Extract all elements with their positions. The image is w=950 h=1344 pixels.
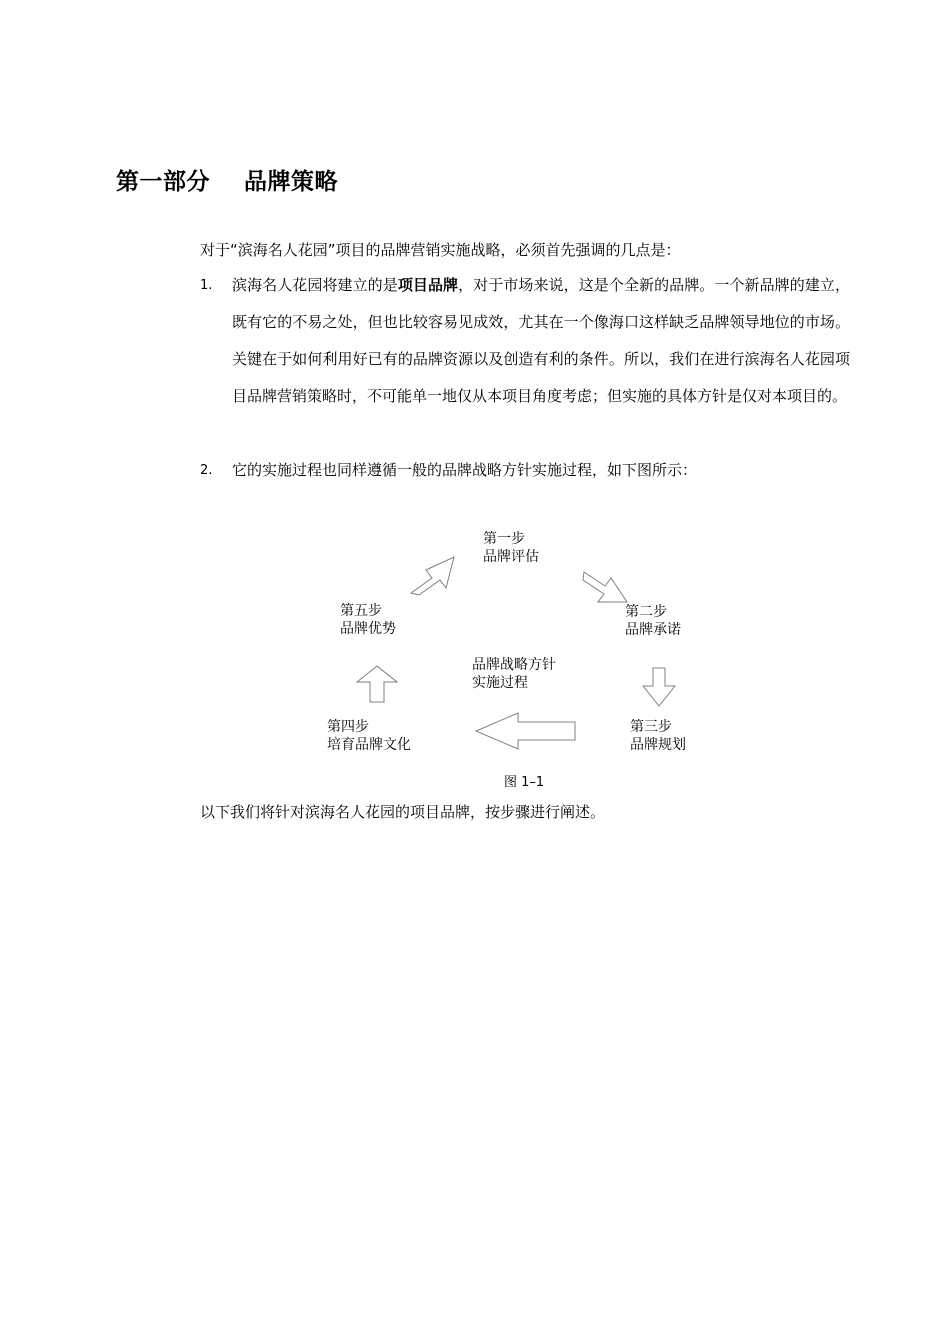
step-label: 第一步 <box>483 531 525 547</box>
step-title: 品牌规划 <box>630 737 686 753</box>
closing-paragraph: 以下我们将针对滨海名人花园的项目品牌，按步骤进行阐述。 <box>200 803 606 821</box>
arrow-up-right <box>411 557 454 595</box>
process-diagram <box>300 520 720 770</box>
step-label: 第三步 <box>630 719 672 735</box>
figure-caption: 图 1–1 <box>504 775 545 790</box>
step-5 <box>340 602 396 638</box>
step-title: 品牌评估 <box>483 549 539 565</box>
step-title: 品牌优势 <box>340 621 396 637</box>
arrow-down <box>643 668 675 706</box>
page-title: 第一部分 品牌策略 <box>116 169 339 195</box>
diagram-center-label <box>472 656 556 692</box>
list-item-text <box>232 267 850 415</box>
step-2 <box>625 603 681 639</box>
arrow-down-right <box>583 572 627 602</box>
step-1 <box>483 530 539 566</box>
step-label: 第二步 <box>625 604 667 620</box>
arrow-left <box>476 713 575 749</box>
list-number: 2. <box>200 463 213 478</box>
center-line-1: 品牌战略方针 <box>472 657 556 673</box>
step-4 <box>327 718 411 754</box>
center-line-2: 实施过程 <box>472 675 528 691</box>
text-before-bold: 滨海名人花园将建立的是 <box>232 276 398 294</box>
bold-term: 项目品牌 <box>397 276 459 294</box>
step-title: 培育品牌文化 <box>327 737 411 753</box>
step-label: 第四步 <box>327 719 369 735</box>
step-3 <box>630 718 686 754</box>
intro-paragraph: 对于“滨海名人花园”项目的品牌营销实施战略，必须首先强调的几点是： <box>200 241 681 259</box>
list-item-text: 它的实施过程也同样遵循一般的品牌战略方针实施过程，如下图所示： <box>232 461 698 479</box>
arrow-up <box>357 666 397 702</box>
step-title: 品牌承诺 <box>625 622 681 638</box>
text-after-bold: ，对于市场来说，这是个全新的品牌。一个新品牌的建立，既有它的不易之处，但也比较容易见成效，尤其在一个像海口这样缺乏品牌领导地位的市场。关键在于如何利用好已有的品牌资源以及创造有利的条件。所以，我们在进行滨海名人花园项目品牌营销策略时，不可能单一地仅从本项目角度考虑；但实施的具体方针是仅对本项目的。 <box>232 276 850 405</box>
list-item-1 <box>200 267 850 415</box>
step-label: 第五步 <box>340 603 382 619</box>
list-number: 1. <box>200 278 213 293</box>
list-item-2 <box>200 452 850 489</box>
